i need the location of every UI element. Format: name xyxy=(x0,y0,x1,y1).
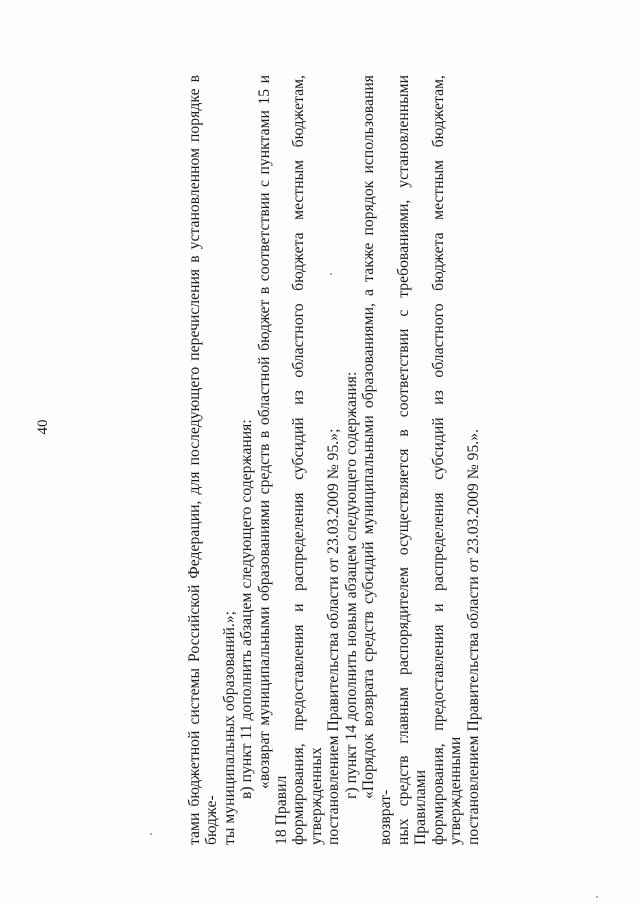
paragraph-line: формирования, предоставления и распределения субсидий из областного бюджета местным бюджетам, утвержденных xyxy=(290,71,325,845)
paragraph-line: «возврат муниципальными образованиями средств в областной бюджет в соответствии с пунктами 15 и 18 Правил xyxy=(255,71,291,845)
paragraph-line: ты муниципальных образований.»; xyxy=(220,610,238,845)
paragraph-line: тами бюджетной системы Российской Федерации, для последующего перечисления в установленном порядке в бюдже- xyxy=(186,71,221,845)
paragraph-line: ных средств главным распорядителем осуществляется в соответствии с требованиями, установленными Правилами xyxy=(394,71,430,845)
page-number: 40 xyxy=(35,419,51,435)
paragraph-line: формирования, предоставления и распределения субсидий из областного бюджета местным бюджетам, утвержденными xyxy=(429,71,465,845)
document-body xyxy=(186,71,482,845)
paragraph-line: в) пункт 11 дополнить абзацем следующего содержания: xyxy=(238,419,256,799)
paragraph-line: «Порядок возврата средств субсидий муниципальными образованиями, а также порядок использования возврат- xyxy=(360,71,395,845)
scan-speck xyxy=(150,833,152,835)
paragraph-line: г) пункт 14 дополнить новым абзацем следующего содержания: xyxy=(342,371,360,799)
paragraph-line: постановлением Правительства области от 23.03.2009 № 95.»; xyxy=(325,428,343,845)
scan-speck xyxy=(330,273,332,275)
paragraph-line: постановлением Правительства области от 23.03.2009 № 95.». xyxy=(464,428,482,845)
scan-speck xyxy=(596,896,598,898)
